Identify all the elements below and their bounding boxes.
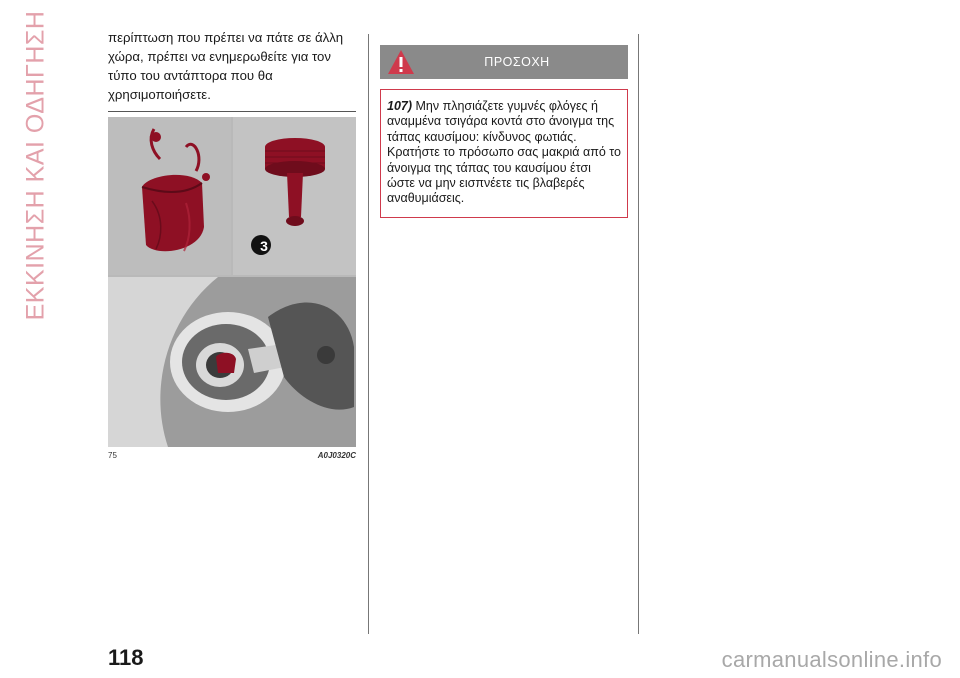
fuel-filler-photo (108, 277, 356, 447)
column-divider-left (368, 34, 369, 634)
page-number: 118 (108, 645, 144, 670)
figure-top-rule (108, 111, 356, 112)
column-divider-right (638, 34, 639, 634)
warning-title: ΠΡΟΣΟΧΗ (484, 55, 550, 69)
adapter-part-photo (233, 117, 356, 275)
callout-3: 3 (260, 238, 268, 254)
section-title: ΕΚΚΙΝΗΣΗ ΚΑΙ ΟΔΗΓΗΣΗ (21, 10, 50, 320)
warning-body (380, 89, 628, 218)
figure-fuel-adapter (108, 117, 356, 447)
warning-header (380, 45, 628, 79)
warning-text: Μην πλησιάζετε γυμνές φλόγες ή αναμμένα τσιγάρα κοντά στο άνοιγμα της τάπας καυσίμου: κίνδυνος φωτιάς. Κρατήστε το πρόσωπο σας μακριά από το άνοιγμα της τάπας του καυσίμου έτσι ώστε να μην εισπνέετε τις βλαβερές αναθυμιάσεις. (387, 99, 621, 206)
watermark: carmanualsonline.info (721, 647, 942, 672)
intro-paragraph: περίπτωση που πρέπει να πάτε σε άλλη χώρα, πρέπει να ενημερωθείτε για τον τύπο του αντάπτορα που θα χρησιμοποιήσετε. (108, 30, 344, 102)
figure-code: A0J0320C (317, 451, 356, 460)
warning-box (380, 45, 628, 218)
section-title-vertical (16, 10, 56, 320)
figure-number: 75 (108, 451, 117, 460)
figure-caption (108, 451, 356, 463)
adapter-pouch-photo (108, 117, 231, 275)
warning-ref: 107) (387, 99, 413, 113)
